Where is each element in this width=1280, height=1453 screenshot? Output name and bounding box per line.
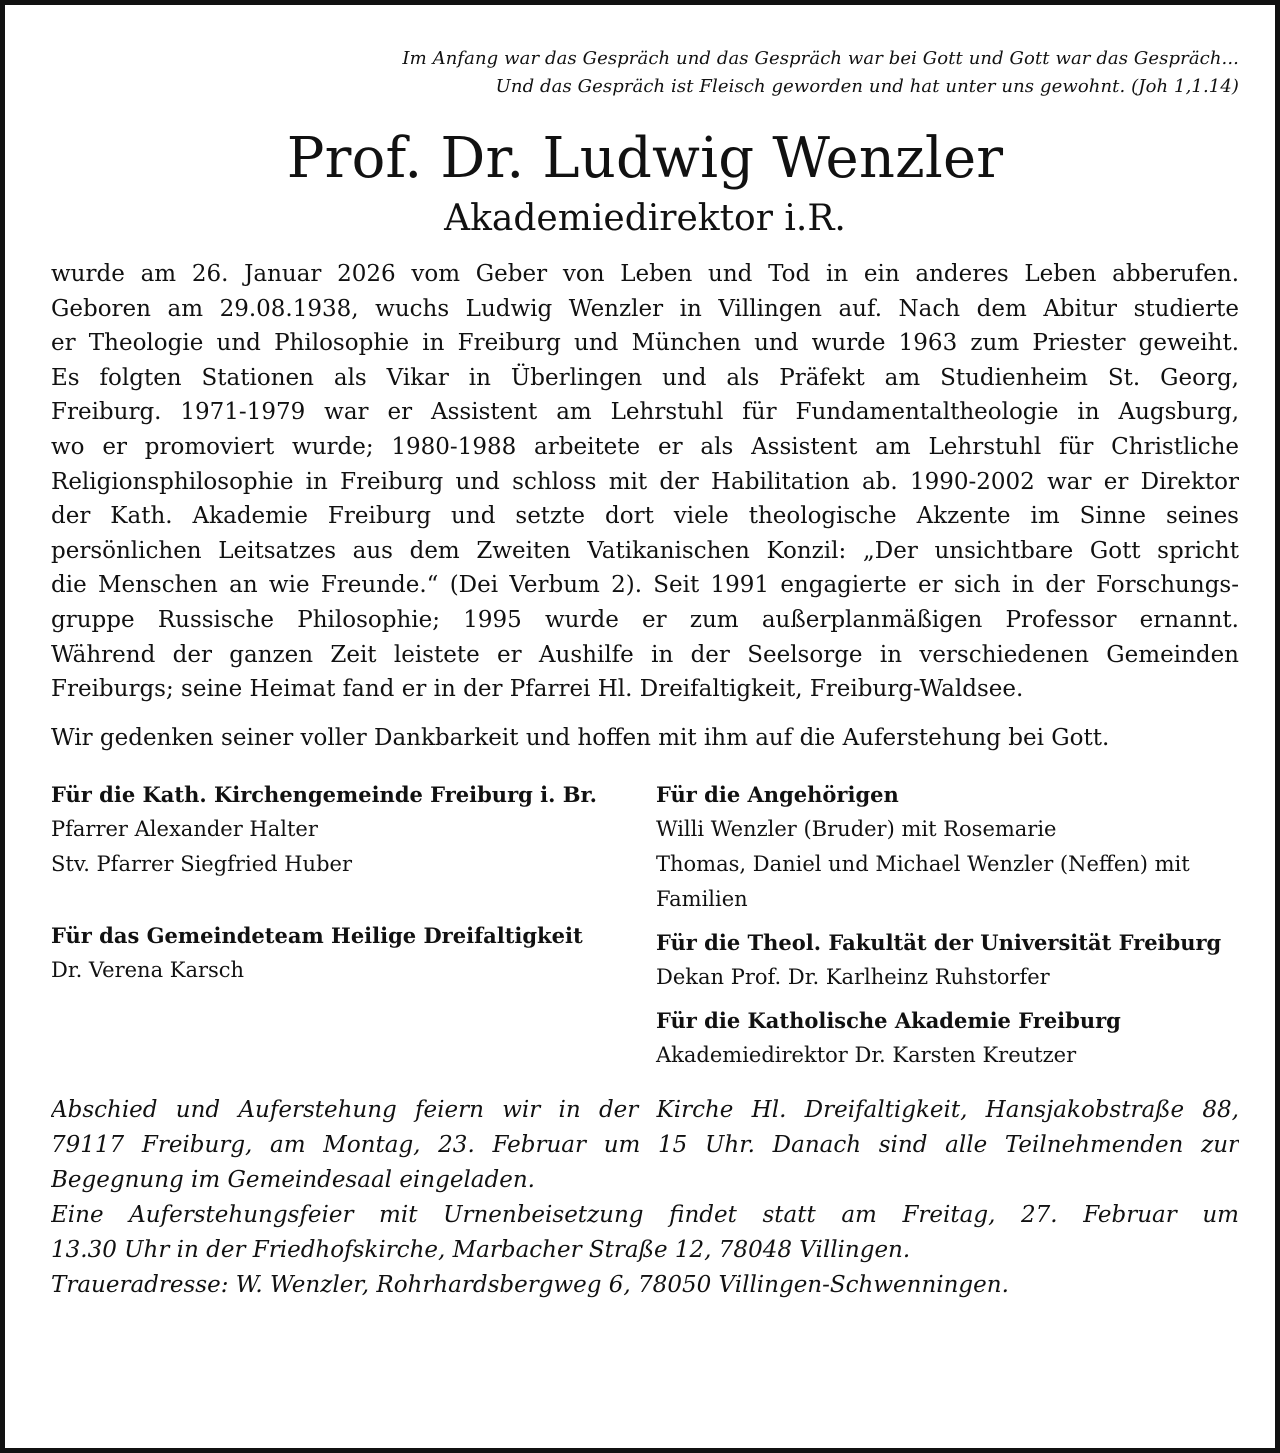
closing-sentence: Wir gedenken seiner voller Dankbarkeit und hoffen mit ihm auf die Auferstehung bei Gott. xyxy=(51,724,1110,751)
biography-line: er Theologie und Philosophie in Freiburg und München und wurde 1963 zum Priester geweiht. xyxy=(51,330,1239,357)
signer-name: Willi Wenzler (Bruder) mit Rosemarie xyxy=(656,816,1057,841)
service-line: 79117 Freiburg, am Montag, 23. Februar um 15 Uhr. Danach sind alle Teilnehmenden zur xyxy=(51,1131,1239,1158)
signer-group-heading: Für das Gemeindeteam Heilige Dreifaltigkeit xyxy=(51,922,583,948)
signer-name: Stv. Pfarrer Siegfried Huber xyxy=(51,851,352,876)
bible-quote-line-1: Im Anfang war das Gespräch und das Gespräch war bei Gott und Gott war das Gespräch... xyxy=(402,48,1239,69)
signer-group-heading: Für die Angehörigen xyxy=(656,781,899,807)
biography-line: der Kath. Akademie Freiburg und setzte dort viele theologische Akzente im Sinne seines xyxy=(51,503,1239,530)
biography-line: Freiburgs; seine Heimat fand er in der Pfarrei Hl. Dreifaltigkeit, Freiburg-Waldsee. xyxy=(51,676,1024,703)
obituary-content xyxy=(51,45,1239,1303)
biography-line: die Menschen an wie Freunde.“ (Dei Verbum 2). Seit 1991 engagierte er sich in der Forschungs- xyxy=(51,572,1239,599)
signer-group-akademie xyxy=(656,1003,1246,1073)
spacer xyxy=(51,882,631,918)
signer-group-heading: Für die Katholische Akademie Freiburg xyxy=(656,1007,1121,1033)
signer-name: Akademiedirektor Dr. Karsten Kreutzer xyxy=(656,1042,1077,1067)
service-line: Traueradresse: W. Wenzler, Rohrhardsbergweg 6, 78050 Villingen-Schwenningen. xyxy=(51,1271,1009,1298)
signer-name: Thomas, Daniel und Michael Wenzler (Neffen) mit Familien xyxy=(656,851,1190,911)
bible-quote-line-2: Und das Gespräch ist Fleisch geworden und hat unter uns gewohnt. (Joh 1,1.14) xyxy=(495,76,1239,97)
signer-group-fakultaet xyxy=(656,925,1246,995)
bible-quote xyxy=(51,45,1239,101)
signer-group-angehoerige xyxy=(656,777,1246,917)
service-line: 13.30 Uhr in der Friedhofskirche, Marbacher Straße 12, 78048 Villingen. xyxy=(51,1236,911,1263)
deceased-name: Prof. Dr. Ludwig Wenzler xyxy=(286,126,1004,191)
signer-group-kirchengemeinde xyxy=(51,777,631,882)
signer-group-heading: Für die Kath. Kirchengemeinde Freiburg i. Br. xyxy=(51,781,597,807)
signer-group-heading: Für die Theol. Fakultät der Universität Freiburg xyxy=(656,929,1222,955)
signer-name: Pfarrer Alexander Halter xyxy=(51,816,318,841)
spacer xyxy=(656,995,1246,1003)
signers-right-column xyxy=(656,777,1246,1073)
biography-line: wurde am 26. Januar 2026 vom Geber von Leben und Tod in ein anderes Leben abberufen. xyxy=(51,261,1239,287)
signer-name: Dr. Verena Karsch xyxy=(51,957,245,982)
biography-line: gruppe Russische Philosophie; 1995 wurde er zum außerplanmäßigen Professor ernannt. xyxy=(51,606,1239,633)
spacer xyxy=(656,917,1246,925)
biography-line: wo er promoviert wurde; 1980-1988 arbeitete er als Assistent am Lehrstuhl für Christliche xyxy=(51,433,1239,460)
signers-left-column xyxy=(51,777,631,988)
service-information xyxy=(51,1093,1239,1303)
biography-line: Es folgten Stationen als Vikar in Überlingen und als Präfekt am Studienheim St. Georg, xyxy=(51,364,1239,391)
signers xyxy=(51,777,1239,1089)
service-line: Eine Auferstehungsfeier mit Urnenbeisetzung findet statt am Freitag, 27. Februar um xyxy=(51,1201,1239,1228)
signer-name: Dekan Prof. Dr. Karlheinz Ruhstorfer xyxy=(656,964,1050,989)
biography-line: Geboren am 29.08.1938, wuchs Ludwig Wenzler in Villingen auf. Nach dem Abitur studierte xyxy=(51,295,1239,322)
signer-group-gemeindeteam xyxy=(51,918,631,988)
biography-line: Religionsphilosophie in Freiburg und schloss mit der Habilitation ab. 1990-2002 war er Direktor xyxy=(51,468,1239,495)
service-line: Begegnung im Gemeindesaal eingeladen. xyxy=(51,1166,535,1193)
deceased-title: Akademiedirektor i.R. xyxy=(444,198,846,239)
biography xyxy=(51,257,1239,707)
biography-line: Freiburg. 1971-1979 war er Assistent am Lehrstuhl für Fundamentaltheologie in Augsburg, xyxy=(51,399,1239,426)
service-line: Abschied und Auferstehung feiern wir in der Kirche Hl. Dreifaltigkeit, Hansjakobstraße 88, xyxy=(51,1096,1239,1123)
biography-line: persönlichen Leitsatzes aus dem Zweiten Vatikanischen Konzil: „Der unsichtbare Gott spricht xyxy=(51,537,1239,564)
biography-line: Während der ganzen Zeit leistete er Aushilfe in der Seelsorge in verschiedenen Gemeinden xyxy=(51,641,1239,668)
